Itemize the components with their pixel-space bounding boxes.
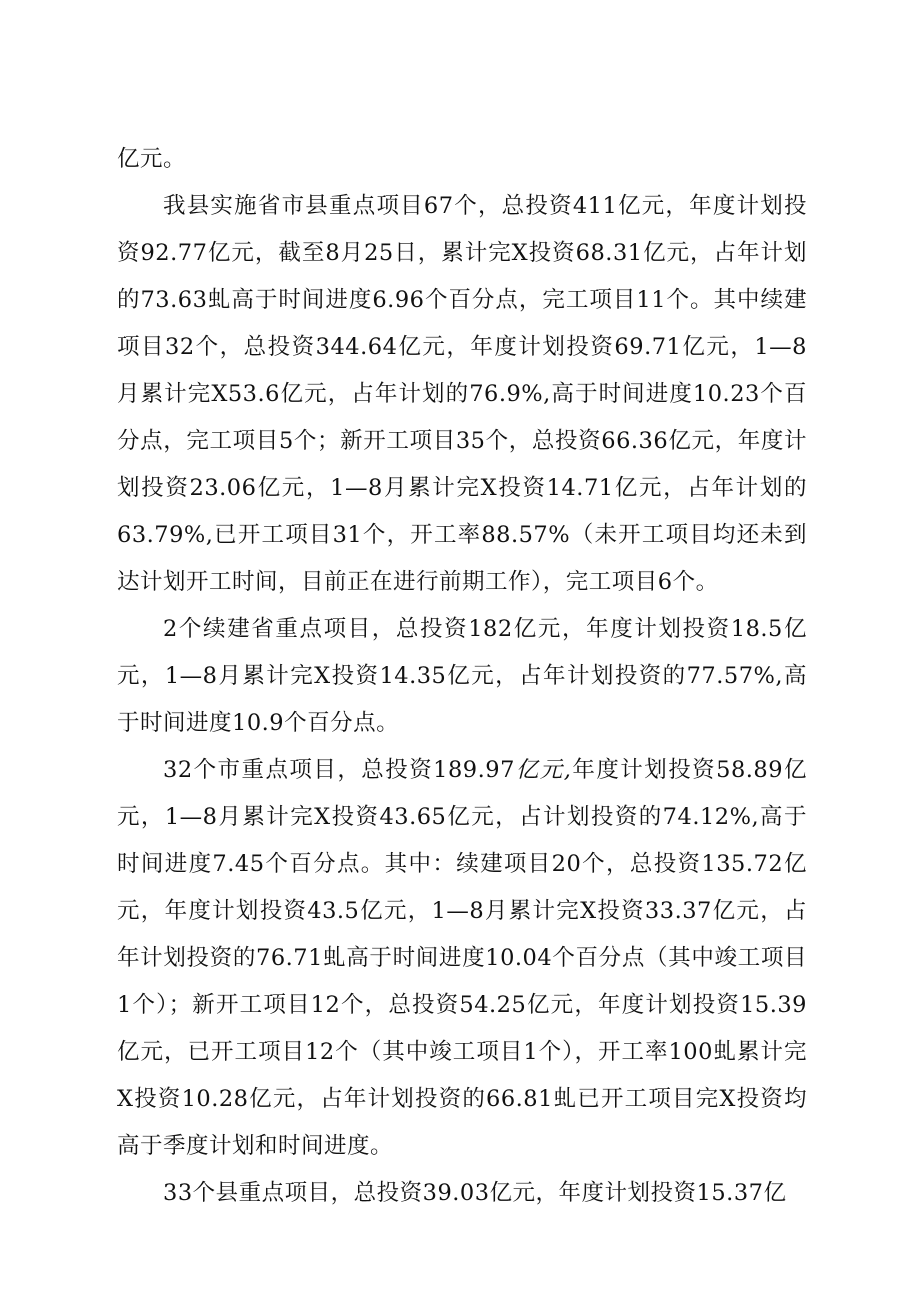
paragraph-4 (117, 1170, 807, 1217)
paragraph-2 (117, 606, 807, 747)
paragraph-1 (117, 183, 807, 606)
paragraph-text: 32个市重点项目，总投资189.97 (163, 757, 515, 783)
document-body (117, 136, 807, 1217)
paragraph-text-italic: 亿元, (514, 757, 572, 783)
paragraph-text: 33个县重点项目，总投资39.03亿元，年度计划投资15.37亿 (163, 1180, 787, 1206)
paragraph-3 (117, 747, 807, 1170)
paragraph-text: 年度计划投资58.89亿元，1—8月累计完X投资43.65亿元，占计划投资的74.12%,高于时间进度7.45个百分点。其中：续建项目20个，总投资135.72亿元，年度计划投资43.5亿元，1—8月累计完X投资33.37亿元，占年计划投资的76.71虬高于时间进度10.04个百分点（其中竣工项目1个）；新开工项目12个，总投资54.25亿元，年度计划投资15.39亿元，已开工项目12个（其中竣工项目1个），开工率100虬累计完X投资10.28亿元，占年计划投资的66.81虬已开工项目完X投资均高于季度计划和时间进度。 (117, 757, 807, 1159)
paragraph-text: 亿元。 (117, 146, 187, 172)
paragraph-text: 我县实施省市县重点项目67个，总投资411亿元，年度计划投资92.77亿元，截至8月25日，累计完X投资68.31亿元，占年计划的73.63虬高于时间进度6.96个百分点，完工项目11个。其中续建项目32个，总投资344.64亿元，年度计划投资69.71亿元，1—8月累计完X53.6亿元，占年计划的76.9%,高于时间进度10.23个百分点，完工项目5个；新开工项目35个，总投资66.36亿元，年度计划投资23.06亿元，1—8月累计完X投资14.71亿元，占年计划的63.79%,已开工项目31个，开工率88.57%（未开工项目均还未到达计划开工时间，目前正在进行前期工作），完工项目6个。 (117, 193, 807, 595)
paragraph-text: 2个续建省重点项目，总投资182亿元，年度计划投资18.5亿元，1—8月累计完X投资14.35亿元，占年计划投资的77.57%,高于时间进度10.9个百分点。 (117, 616, 807, 736)
paragraph-0 (117, 136, 807, 183)
